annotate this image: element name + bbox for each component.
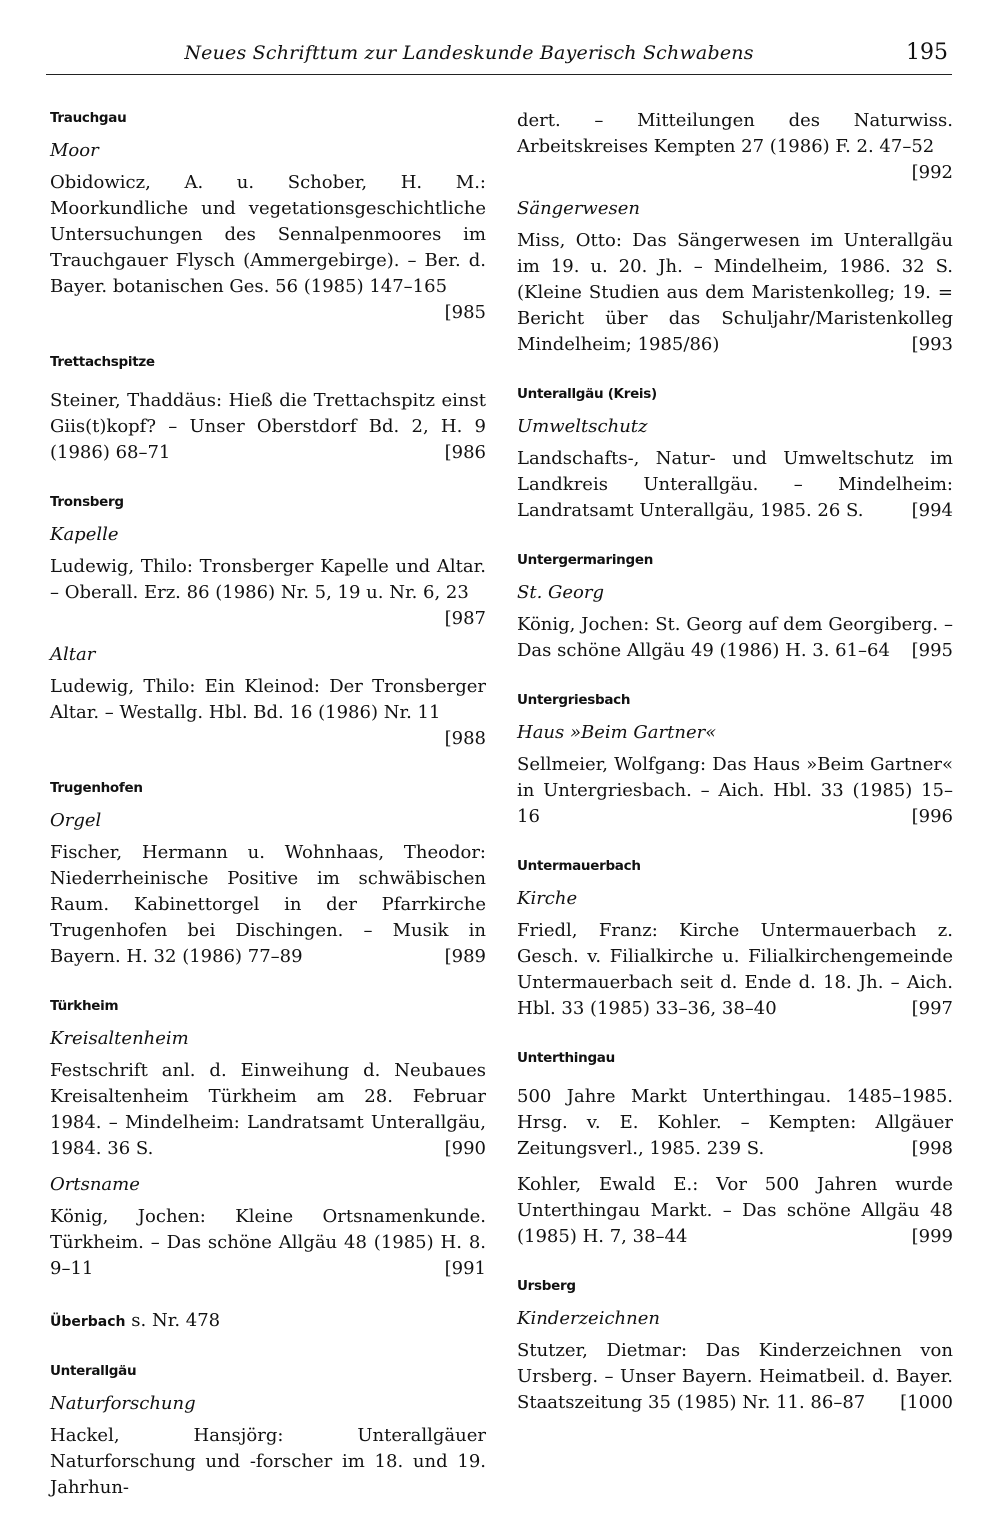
section-trettachspitze: [50, 352, 486, 466]
entry-text: Stutzer, Dietmar: Das Kinderzeichnen von Ursberg. – Unser Bayern. Heimatbeil. d. Bayer. Staatszeitung 35 (1985) Nr. 11. 86–87: [517, 1340, 953, 1413]
section-heading: Unterallgäu (Kreis): [517, 386, 657, 402]
subject-label: St. Georg: [517, 582, 605, 603]
entry-number: [995: [911, 640, 953, 661]
bibliography-entry: [50, 840, 486, 970]
left-column: [50, 108, 486, 1501]
running-title: Neues Schrifttum zur Landeskunde Bayerisch Schwabens: [184, 42, 754, 64]
section-heading: Trauchgau: [50, 110, 127, 126]
bibliography-entry: [517, 918, 953, 1022]
entry-number: [994: [911, 500, 953, 521]
entry-number: [997: [911, 998, 953, 1019]
bibliography-entry: [50, 674, 486, 752]
bibliography-entry: [50, 554, 486, 632]
section-tronsberg: [50, 492, 486, 752]
subject-label: Kapelle: [50, 524, 119, 545]
subject-label: Haus »Beim Gartner«: [517, 722, 717, 743]
section-unterallgaeu-kreis: [517, 384, 953, 524]
section-heading: Untermauerbach: [517, 858, 641, 874]
entry-text: Ludewig, Thilo: Tronsberger Kapelle und Altar. – Oberall. Erz. 86 (1986) Nr. 5, 19 u. Nr. 6, 23: [50, 556, 486, 603]
entry-number: [996: [911, 806, 953, 827]
entry-text: Friedl, Franz: Kirche Untermauerbach z. Gesch. v. Filialkirche u. Filialkirchengemeinde Untermauerbach seit d. Ende d. 18. Jh. – Aich. Hbl. 33 (1985) 33–36, 38–40: [517, 920, 953, 1019]
section-unterallgaeu-continued: [517, 108, 953, 358]
subject-label: Umweltschutz: [517, 416, 648, 437]
entry-text: Miss, Otto: Das Sängerwesen im Unterallgäu im 19. u. 20. Jh. – Mindelheim, 1986. 32 S. (Kleine Studien aus dem Maristenkolleg; 19. = Bericht über das Schuljahr/Maristenkolleg Mindelheim; 1985/86): [517, 230, 953, 355]
subject-label: Kinderzeichnen: [517, 1308, 660, 1329]
section-untergriesbach: [517, 690, 953, 830]
cross-reference-heading: Überbach: [50, 1314, 126, 1330]
entry-number: [988: [444, 728, 486, 749]
section-heading: Trettachspitze: [50, 354, 155, 370]
bibliography-entry: [517, 446, 953, 524]
section-heading: Untergermaringen: [517, 552, 654, 568]
entry-text: Festschrift anl. d. Einweihung d. Neubaues Kreisaltenheim Türkheim am 28. Februar 1984. – Mindelheim: Landratsamt Unterallgäu, 1984. 36 S.: [50, 1060, 486, 1159]
entry-text: Ludewig, Thilo: Ein Kleinod: Der Tronsberger Altar. – Westallg. Hbl. Bd. 16 (1986) Nr. 11: [50, 676, 486, 723]
entry-number: [991: [444, 1258, 486, 1279]
entry-text: Fischer, Hermann u. Wohnhaas, Theodor: Niederrheinische Positive im schwäbischen Raum. Kabinettorgel in der Pfarrkirche Trugenhofen bei Dischingen. – Musik in Bayern. H. 32 (1986) 77–89: [50, 842, 486, 967]
section-unterallgaeu: [50, 1361, 486, 1501]
entry-number: [998: [911, 1138, 953, 1159]
section-heading: Unterallgäu: [50, 1363, 137, 1379]
entry-number: [1000: [900, 1392, 953, 1413]
entry-text: König, Jochen: St. Georg auf dem Georgiberg. – Das schöne Allgäu 49 (1986) H. 3. 61–64: [517, 614, 953, 661]
bibliography-entry: [50, 170, 486, 326]
section-heading: Untergriesbach: [517, 692, 631, 708]
entry-text: Landschafts-, Natur- und Umweltschutz im Landkreis Unterallgäu. – Mindelheim: Landratsamt Unterallgäu, 1985. 26 S.: [517, 448, 953, 521]
section-untermauerbach: [517, 856, 953, 1022]
page-number: 195: [906, 40, 948, 65]
bibliography-entry: [517, 228, 953, 358]
section-heading: Tronsberg: [50, 494, 124, 510]
bibliography-entry: [517, 1172, 953, 1250]
entry-text: Hackel, Hansjörg: Unterallgäuer Naturforschung und -forscher im 18. und 19. Jahrhun-: [50, 1425, 486, 1498]
entry-number: [989: [444, 946, 486, 967]
section-heading: Unterthingau: [517, 1050, 615, 1066]
cross-reference-text: s. Nr. 478: [131, 1310, 221, 1331]
section-untergermaringen: [517, 550, 953, 664]
bibliography-entry: [50, 388, 486, 466]
bibliography-entry: [517, 108, 953, 186]
subject-label: Ortsname: [50, 1174, 140, 1195]
bibliography-entry: [517, 612, 953, 664]
entry-number: [990: [444, 1138, 486, 1159]
section-trugenhofen: [50, 778, 486, 970]
entry-text: Steiner, Thaddäus: Hieß die Trettachspitz einst Giis(t)kopf? – Unser Oberstdorf Bd. 2, H. 9 (1986) 68–71: [50, 390, 486, 463]
entry-number: [999: [911, 1226, 953, 1247]
bibliography-entry: [50, 1423, 486, 1501]
bibliography-entry: [517, 1084, 953, 1162]
section-heading: Türkheim: [50, 998, 119, 1014]
section-ursberg: [517, 1276, 953, 1416]
section-heading: Trugenhofen: [50, 780, 143, 796]
section-heading: Ursberg: [517, 1278, 576, 1294]
entry-number: [986: [444, 442, 486, 463]
subject-label: Kirche: [517, 888, 578, 909]
bibliography-entry: [50, 1058, 486, 1162]
section-unterthingau: [517, 1048, 953, 1250]
section-trauchgau: [50, 108, 486, 326]
entry-number: [987: [444, 608, 486, 629]
subject-label: Orgel: [50, 810, 102, 831]
subject-label: Naturforschung: [50, 1393, 196, 1414]
entry-number: [985: [444, 302, 486, 323]
entry-text: 500 Jahre Markt Unterthingau. 1485–1985. Hrsg. v. E. Kohler. – Kempten: Allgäuer Zeitungsverl., 1985. 239 S.: [517, 1086, 953, 1159]
entry-number: [992: [911, 162, 953, 183]
cross-reference: [50, 1308, 486, 1335]
subject-label: Moor: [50, 140, 99, 161]
subject-label: Altar: [50, 644, 96, 665]
entry-number: [993: [911, 334, 953, 355]
bibliography-entry: [50, 1204, 486, 1282]
entry-text: Kohler, Ewald E.: Vor 500 Jahren wurde Unterthingau Markt. – Das schöne Allgäu 48 (1985) H. 7, 38–44: [517, 1174, 953, 1247]
subject-label: Sängerwesen: [517, 198, 640, 219]
bibliography-entry: [517, 752, 953, 830]
subject-label: Kreisaltenheim: [50, 1028, 189, 1049]
bibliography-entry: [517, 1338, 953, 1416]
entry-text: König, Jochen: Kleine Ortsnamenkunde. Türkheim. – Das schöne Allgäu 48 (1985) H. 8. 9–11: [50, 1206, 486, 1279]
right-column: [517, 108, 953, 1416]
entry-text: dert. – Mitteilungen des Naturwiss. Arbeitskreises Kempten 27 (1986) F. 2. 47–52: [517, 110, 953, 157]
entry-text: Obidowicz, A. u. Schober, H. M.: Moorkundliche und vegetationsgeschichtliche Untersuchungen des Sennalpenmoores im Trauchgauer Flysch (Ammergebirge). – Ber. d. Bayer. botanischen Ges. 56 (1985) 147–165: [50, 172, 486, 297]
section-tuerkheim: [50, 996, 486, 1282]
running-header: [46, 40, 952, 75]
entry-text: Sellmeier, Wolfgang: Das Haus »Beim Gartner« in Untergriesbach. – Aich. Hbl. 33 (1985) 15–16: [517, 754, 953, 827]
